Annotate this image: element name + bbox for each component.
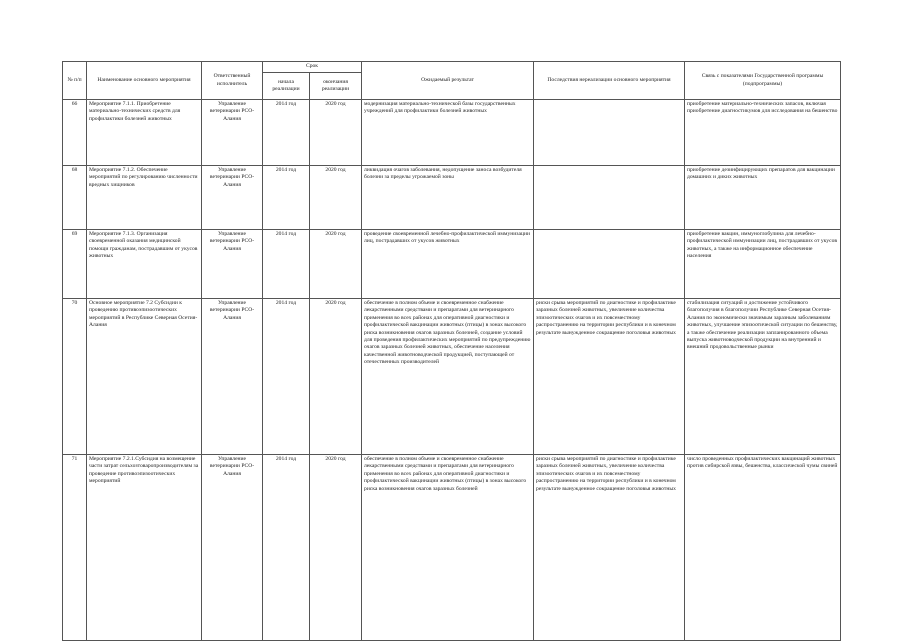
row-link: приобретение вакцин, иммуноглобулина для лечебно-профилактической иммунизации лиц, пострадавших от укусов животных, а также на информационное обеспечение населения: [685, 230, 841, 299]
row-consequences: риски срыва мероприятий по диагностике и профилактике заразных болезней животных, увеличение количества эпизоотических очагов и их повсеместному распространению на территории республики и в конечном результате вынужденное сокращение поголовья животных: [534, 455, 685, 641]
row-name: Мероприятие 7.1.1. Приобретение материально-технических средств для профилактики болезней животных: [87, 100, 202, 166]
header-expected: Ожидаемый результат: [362, 62, 534, 100]
row-name: Мероприятие 7.2.1.Субсидия на возмещение части затрат сельхозтоваропроизводителям за проведение противоэпизоотических мероприятий: [87, 455, 202, 641]
row-name: Основное мероприятие 7.2 Субсидии к проведению противоэпизоотических мероприятий в Республике Северная Осетия-Алания: [87, 299, 202, 455]
row-end: 2020 год: [310, 230, 362, 299]
measures-table: [62, 61, 841, 641]
header-term: Срок: [263, 62, 362, 73]
table-row: [63, 455, 841, 641]
header-num: № п/п: [63, 62, 87, 100]
header-start: начала реализации: [263, 73, 310, 100]
row-executor: Управление ветеринарии РСО-Алания: [202, 230, 263, 299]
row-executor: Управление ветеринарии РСО-Алания: [202, 166, 263, 230]
table-row: [63, 230, 841, 299]
row-expected: обеспечение в полном объеме и своевременное снабжение лекарственными средствами и препаратами для ветеринарного применения во всех районах для оперативной диагностики и профилактической вакцинации животных (птицы) в зонах высокого риска возникновения очагов заразных болезней, создание условий для проведения профилактических мероприятий по предупреждению очагов заразных болезней животных, обеспечение населения качественной животноводческой продукцией, поступающей от отечественных производителей: [362, 299, 534, 455]
row-num: 69: [63, 230, 87, 299]
row-start: 2014 год: [263, 166, 310, 230]
header-name: Наименование основного мероприятия: [87, 62, 202, 100]
row-num: 71: [63, 455, 87, 641]
row-executor: Управление ветеринарии РСО-Алания: [202, 100, 263, 166]
header-consequences: Последствия нереализации основного мероприятия: [534, 62, 685, 100]
row-end: 2020 год: [310, 100, 362, 166]
row-start: 2014 год: [263, 455, 310, 641]
row-link: число проведенных профилактических вакцинаций животных против сибирской язвы, бешенства, классической чумы свиней: [685, 455, 841, 641]
row-name: Мероприятие 7.1.3. Организация своевременной оказания медицинской помощи гражданам, пострадавшим от укусов животных: [87, 230, 202, 299]
row-name: Мероприятие 7.1.2. Обеспечение мероприятий по регулированию численности вредных хищников: [87, 166, 202, 230]
row-link: приобретение дезинфицирующих препаратов для вакцинации домашних и диких животных: [685, 166, 841, 230]
row-consequences: [534, 166, 685, 230]
row-end: 2020 год: [310, 455, 362, 641]
row-link: приобретение материально-технических запасов, включая приобретение диагностикумов для исследования на бешенство: [685, 100, 841, 166]
table-row: [63, 100, 841, 166]
row-consequences: [534, 230, 685, 299]
table-row: [63, 299, 841, 455]
row-expected: обеспечение в полном объеме и своевременное снабжение лекарственными средствами и препаратами для ветеринарного применения во всех районах для оперативной диагностики и профилактической вакцинации животных (птицы) в зонах высокого риска возникновения очагов заразных болезней: [362, 455, 534, 641]
row-expected: модернизация материально-технической базы государственных учреждений для профилактики болезней животных: [362, 100, 534, 166]
row-start: 2014 год: [263, 100, 310, 166]
row-executor: Управление ветеринарии РСО-Алания: [202, 299, 263, 455]
row-num: 70: [63, 299, 87, 455]
header-row: [63, 62, 841, 73]
row-link: стабилизация ситуаций и достижение устойчивого благополучия в благополучии Республике Северная Осетия-Алания по экономически значимым заразным заболеваниям животных, улучшение эпизоотической ситуации по бешенству, а также обеспечение реализации запланированного объема выпуска животноводческой продукции на внутренний и внешний продовольственные рынки: [685, 299, 841, 455]
header-executor: Ответственный исполнитель: [202, 62, 263, 100]
row-start: 2014 год: [263, 299, 310, 455]
table-row: [63, 166, 841, 230]
row-consequences: [534, 100, 685, 166]
header-end: окончания реализации: [310, 73, 362, 100]
row-consequences: риски срыва мероприятий по диагностике и профилактике заразных болезней животных, увеличение количества эпизоотических очагов и их повсеместному распространению на территории республики и в конечном результате вынужденное сокращение поголовья животных: [534, 299, 685, 455]
row-num: 66: [63, 100, 87, 166]
row-expected: проведение своевременной лечебно-профилактической иммунизации лиц, пострадавших от укусов животных: [362, 230, 534, 299]
row-start: 2014 год: [263, 230, 310, 299]
row-num: 68: [63, 166, 87, 230]
row-expected: ликвидация очагов заболевания, недопущение заноса возбудителя болезни за пределы угрожаемой зоны: [362, 166, 534, 230]
header-link: Связь с показателями Государственной программы (подпрограммы): [685, 62, 841, 100]
row-end: 2020 год: [310, 299, 362, 455]
row-end: 2020 год: [310, 166, 362, 230]
row-executor: Управление ветеринарии РСО-Алания: [202, 455, 263, 641]
